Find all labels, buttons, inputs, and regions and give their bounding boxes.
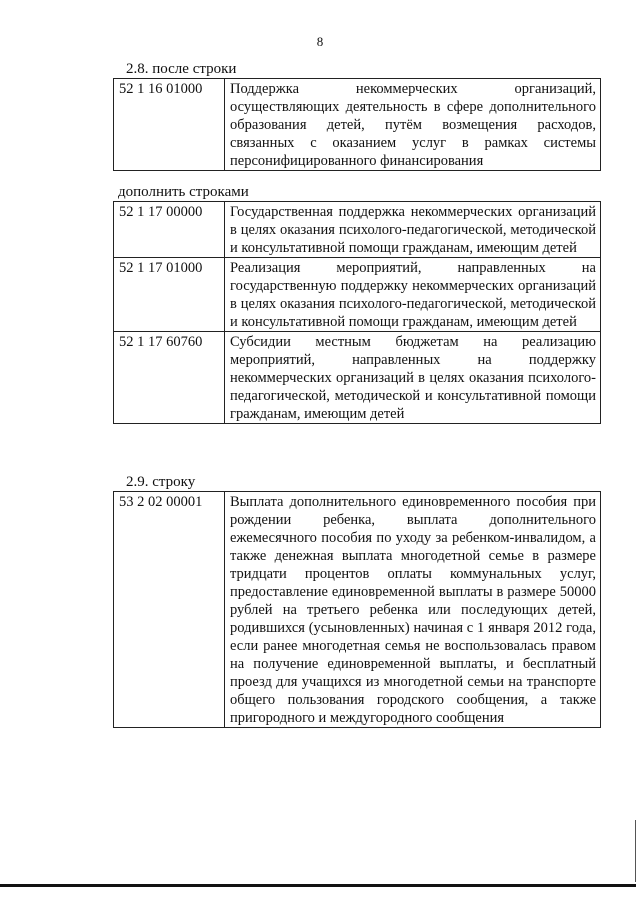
- budget-code: 53 2 02 00001: [114, 492, 225, 728]
- budget-code: 52 1 17 60760: [114, 332, 225, 424]
- code-description: Государственная поддержка некоммерческих организаций в целях оказания психолого-педагогической, методической и консультативной помощи гражданам, имеющим детей: [225, 202, 601, 258]
- budget-code: 52 1 16 01000: [114, 79, 225, 171]
- code-description: Поддержка некоммерческих организаций, осуществляющих деятельность в сфере дополнительного образования детей, путём возмещения расходов, связанных с оказанием услуг в рамках системы персонифицированного финансирования: [225, 79, 601, 171]
- budget-code: 52 1 17 00000: [114, 202, 225, 258]
- table-row: [114, 202, 601, 258]
- table-row: [114, 79, 601, 171]
- code-description: Реализация мероприятий, направленных на государственную поддержку некоммерческих организаций в целях оказания психолого-педагогической, методической и консультативной помощи гражданам, имеющим детей: [225, 258, 601, 332]
- scan-edge-mark: [635, 820, 636, 882]
- code-description: Субсидии местным бюджетам на реализацию мероприятий, направленных на поддержку некоммерческих организаций в целях оказания психолого-педагогической, методической и консультативной помощи гражданам, имеющим детей: [225, 332, 601, 424]
- scan-bottom-edge: [0, 884, 636, 887]
- section-2-8-heading: 2.8. после строки: [126, 61, 237, 77]
- code-description: Выплата дополнительного единовременного пособия при рождении ребенка, выплата дополнительного ежемесячного пособия по уходу за ребенком-инвалидом, а также денежная выплата многодетной семье в размере тридцати процентов оплаты коммунальных услуг, предоставление единовременной выплаты в размере 50000 рублей на третьего ребенка или последующих детей, родившихся (усыновленных) начиная с 1 января 2012 года, если ранее многодетная семья не воспользовалась правом на получение единовременной выплаты, и бесплатный проезд для учащихся из многодетной семьи на транспорте общего пользования городского сообщения, а также пригородного и междугородного сообщения: [225, 492, 601, 728]
- table-2-9: [113, 491, 601, 728]
- budget-code: 52 1 17 01000: [114, 258, 225, 332]
- table-2-8: [113, 78, 601, 171]
- table-added-rows: [113, 201, 601, 424]
- add-rows-heading: дополнить строками: [118, 184, 249, 200]
- table-row: [114, 492, 601, 728]
- table-row: [114, 332, 601, 424]
- page-number: 8: [316, 34, 324, 49]
- section-2-9-heading: 2.9. строку: [126, 474, 196, 490]
- table-row: [114, 258, 601, 332]
